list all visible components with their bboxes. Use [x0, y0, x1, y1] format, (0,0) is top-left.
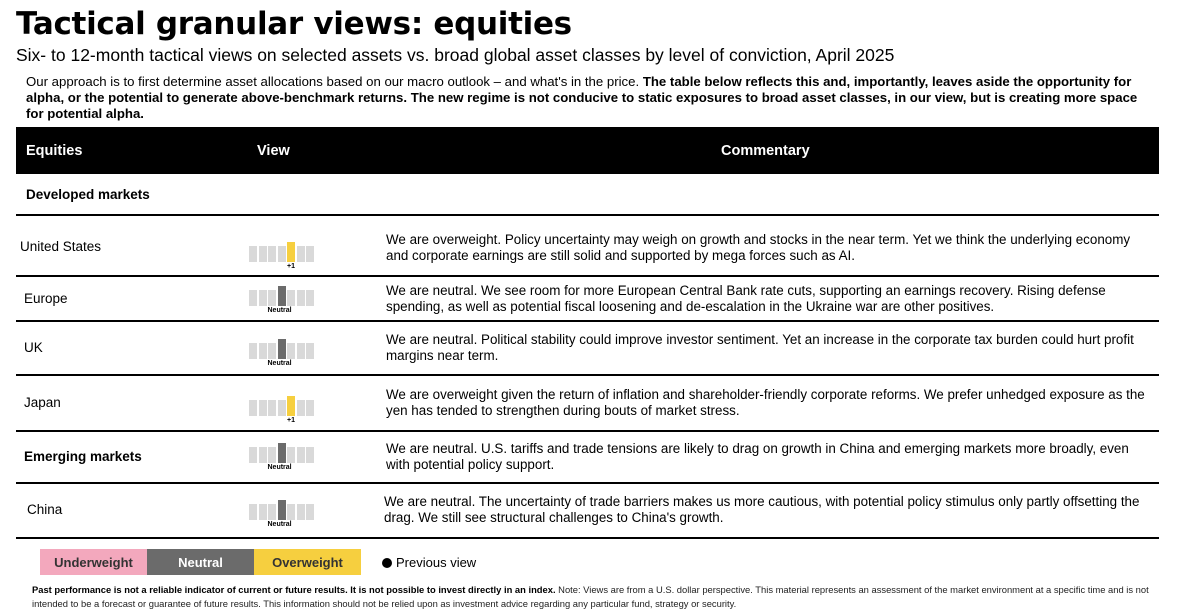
page-title: Tactical granular views: equities	[16, 6, 572, 42]
view-gauge-bar	[306, 246, 314, 262]
row-label-europe: Europe	[24, 291, 68, 306]
view-gauge-label: +1	[287, 263, 295, 270]
view-gauge-bar	[259, 400, 267, 416]
view-gauge-bar	[268, 447, 276, 463]
divider	[16, 537, 1159, 539]
page-subtitle: Six- to 12-month tactical views on selected assets vs. broad global asset classes by level of conviction, April 2025	[16, 45, 895, 65]
view-gauge-label: Neutral	[267, 464, 292, 471]
view-gauge-bar	[259, 504, 267, 520]
view-gauge-bar	[306, 400, 314, 416]
view-gauge-bar	[297, 343, 305, 359]
view-gauge-bar	[249, 504, 257, 520]
commentary-china: We are neutral. The uncertainty of trade barriers makes us more cautious, with potential policy stimulus only partly offsetting the drag. We still see structural challenges to China's growth.	[384, 494, 1140, 525]
view-gauge-bar	[268, 504, 276, 520]
view-gauge-label: +1	[287, 417, 295, 424]
view-legend	[40, 549, 361, 575]
view-gauge-bar	[287, 343, 295, 359]
view-gauge-bar	[249, 290, 257, 306]
header-commentary: Commentary	[721, 143, 810, 159]
view-gauge-label: Neutral	[267, 360, 292, 367]
legend-previous-view	[382, 555, 476, 570]
view-gauge-bar	[278, 286, 286, 306]
commentary-japan: We are overweight given the return of inflation and shareholder-friendly corporate reforms. We prefer unhedged exposure as the yen has tended to strengthen during bouts of market stress.	[386, 387, 1145, 418]
legend-overweight: Overweight	[254, 549, 361, 575]
legend-neutral: Neutral	[147, 549, 254, 575]
divider	[16, 374, 1159, 376]
view-gauge-bar	[268, 343, 276, 359]
view-gauge-bar	[278, 400, 286, 416]
view-gauge-united-states	[249, 242, 329, 274]
section-developed-markets: Developed markets	[26, 187, 150, 202]
view-gauge-bar	[259, 343, 267, 359]
view-gauge-bar	[249, 343, 257, 359]
view-gauge-bar	[297, 400, 305, 416]
legend-underweight: Underweight	[40, 549, 147, 575]
view-gauge-uk	[249, 339, 329, 371]
view-gauge-bar	[297, 447, 305, 463]
view-gauge-bar	[268, 290, 276, 306]
view-gauge-bar	[249, 246, 257, 262]
commentary-europe: We are neutral. We see room for more European Central Bank rate cuts, supporting an earnings recovery. Rising defense spending, as well as potential fiscal loosening and de-escalation in the Ukraine war are other positives.	[386, 283, 1106, 314]
view-gauge-bar	[249, 447, 257, 463]
divider	[16, 430, 1159, 432]
view-gauge-europe	[249, 286, 329, 318]
divider	[16, 275, 1159, 277]
view-gauge-label: Neutral	[267, 521, 292, 528]
view-gauge-bar	[278, 443, 286, 463]
view-gauge-bar	[287, 504, 295, 520]
view-gauge-bar	[297, 290, 305, 306]
divider	[16, 482, 1159, 484]
view-gauge-bar	[259, 290, 267, 306]
view-gauge-japan	[249, 396, 329, 428]
view-gauge-bar	[287, 290, 295, 306]
commentary-uk: We are neutral. Political stability could improve investor sentiment. Yet an increase in the corporate tax burden could hurt profit margins near term.	[386, 332, 1134, 363]
previous-view-dot-icon	[382, 558, 392, 568]
view-gauge-emerging-markets	[249, 443, 329, 475]
intro-text: Our approach is to first determine asset allocations based on our macro outlook – and what's in the price.	[26, 74, 643, 89]
intro-paragraph	[26, 74, 1156, 122]
intro-bold-text: The table below reflects this and, importantly, leaves aside the opportunity for alpha, or the potential to generate above-benchmark returns. The new regime is not conducive to static exposures to broad asset classes, in our view, but is creating more space for potential alpha.	[26, 74, 1138, 121]
view-gauge-bar	[268, 246, 276, 262]
view-gauge-bar	[259, 447, 267, 463]
view-gauge-bar	[287, 396, 295, 416]
row-label-uk: UK	[24, 340, 43, 355]
legend-previous-label: Previous view	[396, 555, 477, 570]
divider	[16, 320, 1159, 322]
header-equities: Equities	[26, 143, 83, 159]
commentary-emerging-markets: We are neutral. U.S. tariffs and trade tensions are likely to drag on growth in China and emerging markets more broadly, even with potential policy support.	[386, 441, 1129, 472]
view-gauge-bar	[306, 447, 314, 463]
view-gauge-bar	[297, 504, 305, 520]
view-gauge-label: Neutral	[267, 307, 292, 314]
view-gauge-bar	[287, 447, 295, 463]
header-view: View	[257, 143, 290, 159]
row-label-japan: Japan	[24, 395, 61, 410]
footnote	[32, 583, 1182, 611]
view-gauge-china	[249, 500, 329, 532]
view-gauge-bar	[278, 339, 286, 359]
footnote-bold: Past performance is not a reliable indicator of current or future results. It is not possible to invest directly in an index.	[32, 584, 556, 595]
view-gauge-bar	[278, 246, 286, 262]
view-gauge-bar	[259, 246, 267, 262]
commentary-united-states: We are overweight. Policy uncertainty may weigh on growth and stocks in the near term. Yet we think the underlying economy and corporate earnings are still solid and supported by mega forces such as AI.	[386, 232, 1131, 263]
view-gauge-bar	[278, 500, 286, 520]
table-header	[16, 127, 1159, 174]
view-gauge-bar	[297, 246, 305, 262]
view-gauge-bar	[306, 504, 314, 520]
row-label-emerging-markets: Emerging markets	[24, 449, 142, 464]
view-gauge-bar	[287, 242, 295, 262]
row-label-china: China	[27, 502, 63, 517]
footnote-text: Note: Views are from a U.S. dollar perspective. This material represents an assessment of the market environment at a specific time and is not intended to be a forecast or guarantee of future results. This information should not be relied upon as investment advice regarding any particular fund, strategy or security.	[32, 584, 1149, 609]
view-gauge-bar	[306, 343, 314, 359]
row-label-united-states: United States	[20, 239, 102, 254]
divider	[16, 214, 1159, 216]
view-gauge-bar	[268, 400, 276, 416]
view-gauge-bar	[249, 400, 257, 416]
view-gauge-bar	[306, 290, 314, 306]
